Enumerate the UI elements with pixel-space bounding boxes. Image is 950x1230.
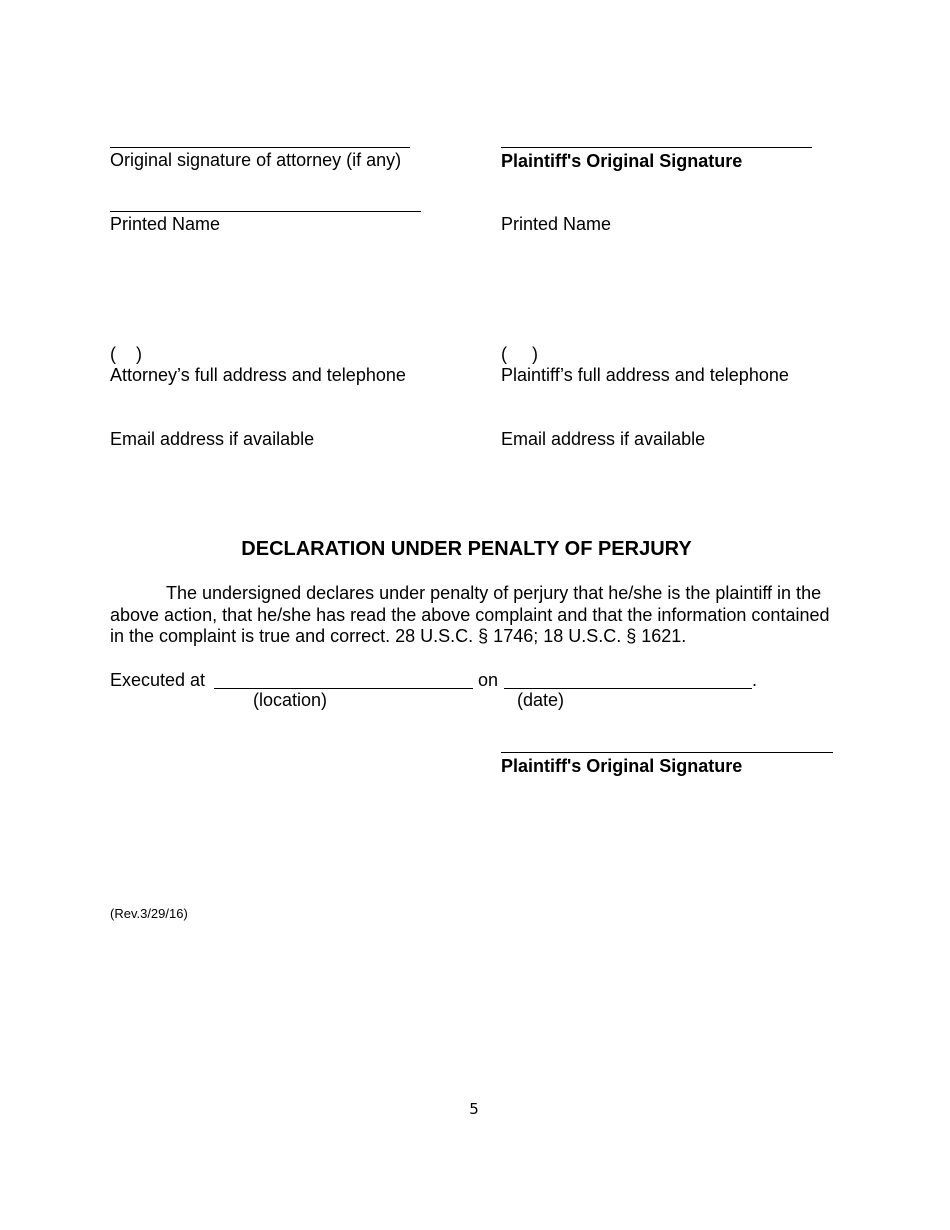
plaintiff-address-label: Plaintiff’s full address and telephone: [501, 365, 789, 385]
plaintiff-printed-name-label: Printed Name: [501, 214, 612, 234]
plaintiff-phone-parens: ( ): [501, 344, 538, 364]
declaration-body: [110, 583, 830, 648]
date-caption: (date): [517, 690, 565, 710]
attorney-address-label: Attorney’s full address and telephone: [110, 365, 406, 385]
revision-note: (Rev.3/29/16): [110, 906, 188, 921]
location-caption: (location): [253, 690, 328, 710]
executed-at-label: Executed at: [110, 670, 206, 690]
on-label: on: [478, 670, 499, 690]
declaration-title: DECLARATION UNDER PENALTY OF PERJURY: [241, 538, 692, 560]
plaintiff-email-label: Email address if available: [501, 429, 706, 449]
declaration-text: The undersigned declares under penalty of perjury that he/she is the plaintiff in the above action, that he/she has read the above complaint and that the information contained in the complaint is true and correct. 28 U.S.C. § 1746; 18 U.S.C. § 1621.: [110, 583, 830, 646]
location-field[interactable]: [214, 688, 473, 689]
attorney-signature-label: Original signature of attorney (if any): [110, 150, 402, 170]
declaration-signature-label: Plaintiff's Original Signature: [501, 756, 743, 776]
executed-period: .: [752, 670, 758, 690]
page-number: 5: [469, 1100, 479, 1118]
attorney-phone-parens: ( ): [110, 344, 142, 364]
attorney-printed-name-label: Printed Name: [110, 214, 221, 234]
date-field[interactable]: [504, 688, 752, 689]
declaration-signature-line[interactable]: [501, 752, 833, 753]
attorney-email-label: Email address if available: [110, 429, 315, 449]
plaintiff-signature-line[interactable]: [501, 147, 812, 148]
attorney-printed-name-line[interactable]: [110, 211, 421, 212]
attorney-signature-line[interactable]: [110, 147, 410, 148]
plaintiff-signature-label: Plaintiff's Original Signature: [501, 151, 743, 171]
